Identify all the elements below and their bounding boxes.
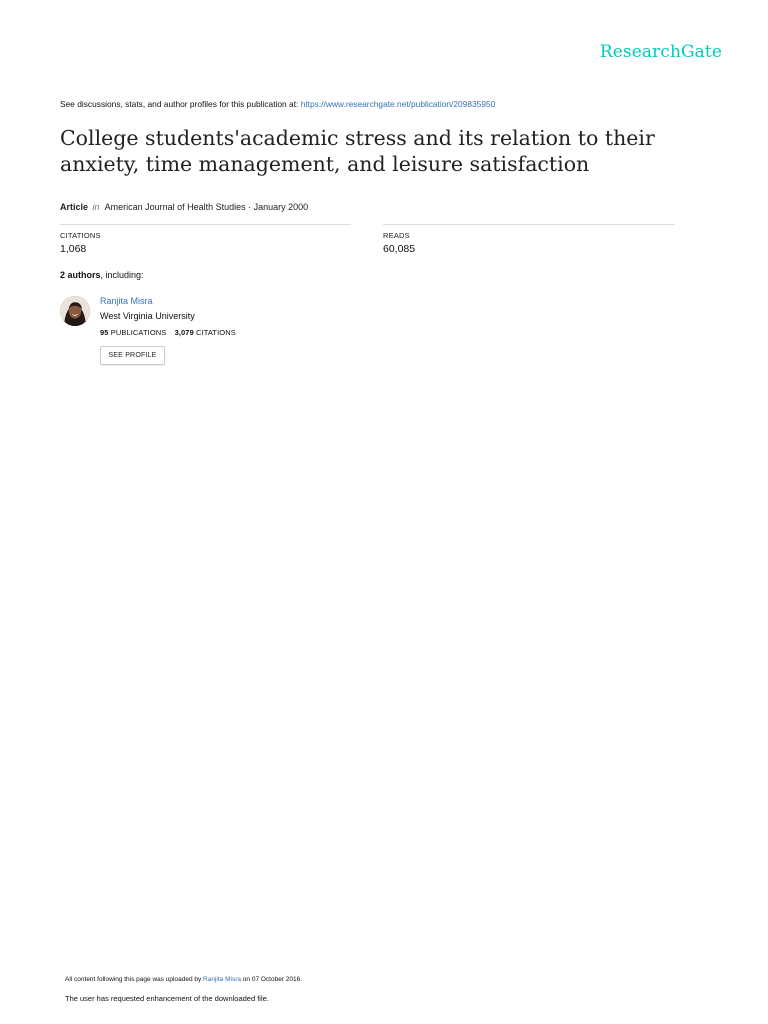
citations-value: 1,068 [60, 243, 87, 255]
reads-value: 60,085 [383, 243, 416, 255]
upload-note [65, 976, 302, 983]
upload-prefix: All content following this page was uploaded by [65, 976, 202, 983]
author-citations-label: CITATIONS [196, 328, 236, 337]
upload-suffix: on 07 October 2016. [242, 976, 303, 983]
stats-divider-left [60, 224, 351, 225]
author-publications-label: PUBLICATIONS [110, 328, 167, 337]
author-institution: West Virginia University [100, 311, 195, 321]
author-publications-count: 95 [100, 328, 109, 337]
authors-count: 2 authors [60, 270, 101, 280]
authors-suffix: , including: [100, 270, 144, 280]
author-citations-count: 3,079 [174, 328, 194, 337]
stats-divider-right [383, 224, 675, 225]
uploader-link[interactable]: Ranjita Misra [203, 976, 241, 983]
publication-title: College students'academic stress and its relation to their anxiety, time management, and leisure satisfaction [60, 126, 655, 176]
reads-label: READS [383, 231, 410, 240]
researchgate-logo[interactable]: ResearchGate [599, 42, 722, 62]
publication-in-word: in [92, 202, 100, 212]
author-name-link[interactable]: Ranjita Misra [100, 296, 153, 306]
author-avatar[interactable] [60, 296, 90, 326]
authors-heading [60, 270, 144, 280]
publication-url-link[interactable]: https://www.researchgate.net/publication/209835950 [300, 99, 496, 109]
discussion-line [60, 99, 495, 109]
enhancement-note: The user has requested enhancement of the downloaded file. [65, 994, 269, 1003]
publication-type: Article [60, 202, 89, 212]
author-photo-icon [60, 296, 90, 326]
publication-meta [60, 202, 308, 212]
see-profile-button[interactable]: SEE PROFILE [100, 346, 165, 365]
author-stats [100, 328, 236, 337]
citations-label: CITATIONS [60, 231, 101, 240]
discussion-prefix: See discussions, stats, and author profiles for this publication at: [60, 99, 299, 109]
publication-venue-date: American Journal of Health Studies · January 2000 [104, 202, 309, 212]
